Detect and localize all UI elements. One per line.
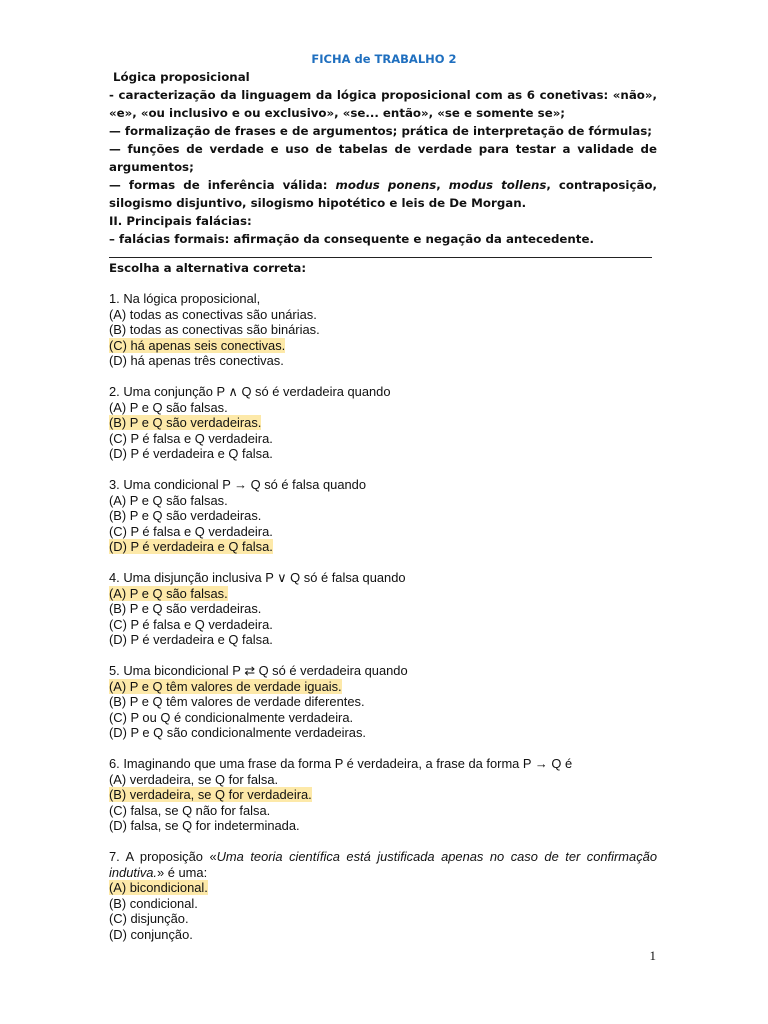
- option-a: [109, 772, 657, 788]
- option-text: (B) P e Q são verdadeiras.: [109, 601, 262, 616]
- question-stem: 3. Uma condicional P → Q só é falsa quando: [109, 477, 367, 492]
- intro-modus-tollens: modus tollens: [448, 178, 547, 192]
- option-c: [109, 431, 657, 447]
- intro-line-5: – falácias formais: afirmação da consequente e negação da antecedente.: [109, 232, 594, 246]
- option-text: (D) P é verdadeira e Q falsa.: [109, 446, 273, 461]
- question-list: [109, 291, 657, 958]
- option-text: (C) P ou Q é condicionalmente verdadeira.: [109, 709, 354, 725]
- option-b: [109, 322, 657, 338]
- question-3: [109, 477, 657, 555]
- option-d: [109, 632, 657, 648]
- option-text: (D) há apenas três conectivas.: [109, 353, 284, 368]
- option-text: (A) verdadeira, se Q for falsa.: [109, 771, 279, 787]
- option-c: [109, 710, 657, 726]
- stem-part: » é uma:: [157, 864, 208, 880]
- intro-section: [109, 68, 657, 248]
- option-b: [109, 415, 657, 431]
- option-d: [109, 927, 657, 943]
- question-stem: 4. Uma disjunção inclusiva P ∨ Q só é falsa quando: [109, 570, 406, 585]
- option-b: [109, 896, 657, 912]
- divider-line: [109, 257, 652, 258]
- question-4: [109, 570, 657, 648]
- intro-line-1: - caracterização da linguagem da lógica proposicional com as 6 conetivas: «não», «e», «ou inclusivo e ou exclusivo», «se... então», «se e somente se»;: [109, 88, 657, 120]
- question-5: [109, 663, 657, 741]
- highlighted-answer: (A) P e Q são falsas.: [109, 585, 228, 601]
- question-stem: 5. Uma bicondicional P ⇄ Q só é verdadeira quando: [109, 663, 408, 678]
- option-text: (B) P e Q são verdadeiras.: [109, 508, 262, 523]
- option-a: [109, 400, 657, 416]
- option-d: [109, 539, 657, 555]
- option-text: (D) P é verdadeira e Q falsa.: [109, 632, 273, 647]
- option-b: [109, 787, 657, 803]
- option-c: [109, 524, 657, 540]
- option-b: [109, 601, 657, 617]
- option-text: (B) P e Q têm valores de verdade diferentes.: [109, 694, 365, 709]
- question-6: [109, 756, 657, 834]
- intro-line-4-rest: , contraposição, silogismo disjuntivo, silogismo hipotético e leis de De Morgan.: [109, 178, 657, 210]
- option-a: [109, 307, 657, 323]
- option-text: (B) todas as conectivas são binárias.: [109, 322, 320, 337]
- question-1: [109, 291, 657, 369]
- highlighted-answer: (B) verdadeira, se Q for verdadeira.: [109, 787, 312, 802]
- option-text: (D) falsa, se Q for indeterminada.: [109, 818, 300, 833]
- intro-line-4-part: — formas de inferência válida:: [109, 178, 336, 192]
- option-d: [109, 725, 657, 741]
- option-text: (C) P é falsa e Q verdadeira.: [109, 430, 273, 446]
- option-text: (C) P é falsa e Q verdadeira.: [109, 523, 273, 539]
- highlighted-answer: (C) há apenas seis conectivas.: [109, 337, 286, 353]
- instruction-text: Escolha a alternativa correta:: [109, 261, 307, 275]
- option-c: [109, 338, 657, 354]
- option-text: (B) condicional.: [109, 895, 198, 911]
- highlighted-answer: (A) P e Q têm valores de verdade iguais.: [109, 678, 342, 694]
- option-a: [109, 586, 657, 602]
- highlighted-answer: (D) P é verdadeira e Q falsa.: [109, 539, 273, 554]
- option-text: (D) conjunção.: [109, 926, 193, 942]
- option-a: [109, 493, 657, 509]
- option-text: (D) P e Q são condicionalmente verdadeiras.: [109, 725, 366, 740]
- option-b: [109, 694, 657, 710]
- option-text: (A) P e Q são falsas.: [109, 399, 228, 415]
- option-b: [109, 508, 657, 524]
- question-7: [109, 849, 657, 942]
- page-number: 1: [649, 948, 656, 963]
- stem-quote: Uma teoria científica está justificada apenas no caso de ter confirmação indutiva.: [109, 849, 657, 880]
- option-d: [109, 818, 657, 834]
- option-d: [109, 353, 657, 369]
- highlighted-answer: (A) bicondicional.: [109, 880, 208, 895]
- intro-line-4-sep: ,: [436, 178, 449, 192]
- question-stem: 2. Uma conjunção P ∧ Q só é verdadeira quando: [109, 384, 391, 399]
- intro-section-2-heading: II. Principais falácias:: [109, 214, 252, 228]
- question-stem: 1. Na lógica proposicional,: [109, 291, 261, 306]
- page-title: FICHA de TRABALHO 2: [311, 52, 457, 66]
- option-d: [109, 446, 657, 462]
- intro-line-2: — formalização de frases e de argumentos; prática de interpretação de fórmulas;: [109, 124, 652, 138]
- option-c: [109, 911, 657, 927]
- option-c: [109, 617, 657, 633]
- option-text: (C) P é falsa e Q verdadeira.: [109, 616, 273, 632]
- option-text: (C) disjunção.: [109, 911, 189, 926]
- option-a: [109, 880, 657, 896]
- option-c: [109, 803, 657, 819]
- stem-part: 7. A proposição «: [109, 849, 217, 864]
- option-a: [109, 679, 657, 695]
- option-text: (A) P e Q são falsas.: [109, 492, 228, 508]
- question-2: [109, 384, 657, 462]
- question-stem: [109, 849, 657, 880]
- question-stem: 6. Imaginando que uma frase da forma P é verdadeira, a frase da forma P → Q é: [109, 756, 573, 771]
- intro-line-3: — funções de verdade e uso de tabelas de verdade para testar a validade de argumentos;: [109, 142, 657, 174]
- highlighted-answer: (B) P e Q são verdadeiras.: [109, 415, 262, 430]
- option-text: (A) todas as conectivas são unárias.: [109, 306, 317, 322]
- intro-modus-ponens: modus ponens: [335, 178, 437, 192]
- intro-line-4: [109, 176, 657, 212]
- intro-heading: Lógica proposicional: [113, 70, 250, 84]
- option-text: (C) falsa, se Q não for falsa.: [109, 802, 271, 818]
